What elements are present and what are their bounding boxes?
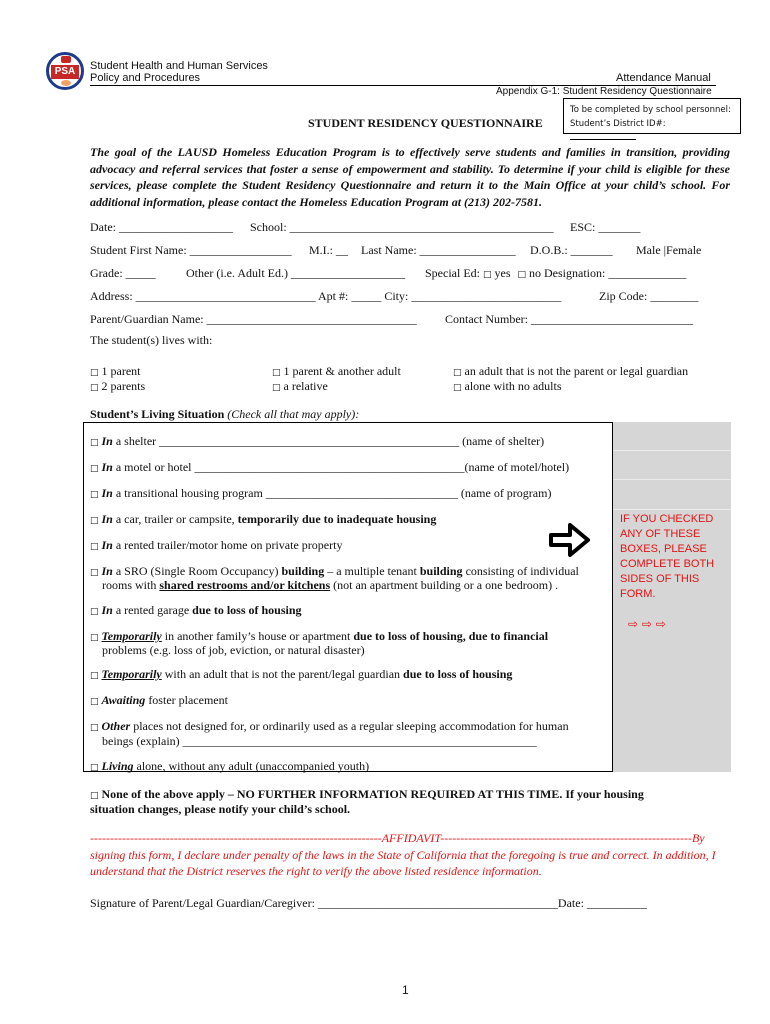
option-two-parents[interactable] [90, 379, 145, 394]
item-text: (not an apartment building or a one bedroom) . [330, 578, 559, 592]
option-label: 1 parent [101, 364, 141, 378]
mi-field[interactable]: M.I.: __ [309, 243, 348, 257]
gender-options[interactable]: Male |Female [636, 243, 702, 257]
logo-bottom-mark [61, 80, 71, 86]
option-label: 2 parents [101, 379, 146, 393]
item-temporarily-family-continued: problems (e.g. loss of job, eviction, or natural disaster) [102, 643, 365, 657]
situation-heading-text: Student’s Living Situation [90, 407, 225, 421]
item-text: in another family’s house or apartment [161, 629, 354, 643]
checkbox-icon[interactable]: □ [272, 383, 281, 393]
item-emphasis: shared restrooms and/or kitchens [159, 578, 331, 592]
first-name-field[interactable]: Student First Name: _________________ [90, 243, 292, 257]
checkbox-icon[interactable]: □ [90, 633, 99, 643]
panel-line [613, 479, 731, 480]
option-parent-and-adult[interactable] [272, 364, 401, 379]
checkbox-icon[interactable]: □ [90, 490, 99, 500]
checkbox-icon[interactable]: □ [90, 542, 99, 552]
no-label: no [529, 266, 542, 280]
option-label: alone with no adults [464, 379, 562, 393]
item-keyword: In [101, 538, 113, 552]
item-text: consisting of individual [462, 564, 579, 578]
checkbox-icon[interactable]: □ [453, 368, 462, 378]
yes-label: yes [494, 266, 511, 280]
checkbox-icon[interactable]: □ [90, 671, 99, 681]
option-one-parent[interactable] [90, 364, 141, 379]
item-text: a car, trailer or campsite, [112, 512, 238, 526]
panel-line [613, 450, 731, 451]
checkbox-icon[interactable]: □ [90, 464, 99, 474]
checkbox-icon[interactable]: □ [90, 723, 99, 733]
checkbox-icon[interactable]: □ [90, 763, 99, 773]
item-keyword: In [101, 512, 113, 526]
item-text: – a multiple tenant [324, 564, 420, 578]
callout-text: IF YOU CHECKED ANY OF THESE BOXES, PLEASE COMPLETE BOTH SIDES OF THIS FORM. [620, 513, 715, 600]
arrow-right-icon [548, 521, 592, 559]
item-keyword: Other [101, 719, 131, 733]
item-text: rooms with [102, 578, 160, 592]
special-ed-label: Special Ed: [425, 266, 480, 280]
item-note: (name of shelter) [459, 434, 545, 448]
item-text: a SRO (Single Room Occupancy) [112, 564, 282, 578]
item-sro-continued [102, 578, 558, 592]
grade-field[interactable]: Grade: _____ [90, 266, 156, 280]
item-text: a shelter __________________________________________________ [112, 434, 460, 448]
item-keyword: In [101, 486, 113, 500]
item-text: places not designed for, or ordinarily used as a regular sleeping accommodation for human [130, 719, 569, 733]
date-field[interactable]: Date: ___________________ [90, 220, 233, 234]
item-text: foster placement [145, 693, 228, 707]
esc-field[interactable]: ESC: _______ [570, 220, 641, 234]
item-text: alone, without any adult (unaccompanied youth) [133, 759, 370, 773]
designation-field[interactable]: Designation: _____________ [544, 266, 687, 280]
option-label: an adult that is not the parent or legal guardian [464, 364, 689, 378]
callout-arrows-icon: ⇨ ⇨ ⇨ [628, 617, 666, 631]
item-text: with an adult that is not the parent/legal guardian [161, 667, 404, 681]
item-trailer[interactable] [90, 538, 342, 554]
item-garage[interactable] [90, 603, 302, 619]
id-box-line-2 [570, 117, 734, 145]
district-id-label: Student’s District ID#: [570, 119, 666, 129]
manual-name: Attendance Manual [616, 72, 711, 84]
item-living-alone[interactable] [90, 759, 369, 775]
checkbox-icon[interactable]: □ [90, 697, 99, 707]
special-ed-field [425, 266, 686, 281]
item-keyword: In [101, 460, 113, 474]
option-label: 1 parent & another adult [283, 364, 401, 378]
appendix-label: Appendix G-1: Student Residency Questionnaire [496, 86, 712, 97]
address-field[interactable]: Address: ______________________________ Apt #: _____ City: _________________________ [90, 289, 562, 303]
none-apply-text: None of the above apply – NO FURTHER INFORMATION REQUIRED AT THIS TIME. If your housing [101, 787, 644, 801]
checkbox-icon[interactable]: □ [90, 368, 99, 378]
item-transitional[interactable] [90, 486, 551, 502]
goal-paragraph: The goal of the LAUSD Homeless Education Program is to effectively serve students and families in transition, providing advocacy and referral services that foster a sense of empowerment and stability. To determine if your child is eligible for these services, please complete the Student Residency Questionnaire and return it to the Main Office at your child’s school. For additional information, please contact the Homeless Education Program at (213) 202-7581. [90, 145, 730, 209]
checkbox-icon[interactable]: □ [272, 368, 281, 378]
school-personnel-box [563, 98, 741, 134]
dob-field[interactable]: D.O.B.: _______ [530, 243, 613, 257]
item-keyword: In [101, 603, 113, 617]
item-keyword: Awaiting [101, 693, 146, 707]
checkbox-icon[interactable]: □ [90, 607, 99, 617]
option-non-guardian-adult[interactable] [453, 364, 688, 379]
item-awaiting-foster[interactable] [90, 693, 228, 709]
option-alone[interactable] [453, 379, 562, 394]
psa-logo [46, 52, 84, 90]
item-car[interactable] [90, 512, 436, 528]
item-keyword: Living [101, 759, 134, 773]
checkbox-icon[interactable]: □ [453, 383, 462, 393]
item-text: a rented trailer/motor home on private property [112, 538, 343, 552]
affidavit-divider: -------------------------------------------------------------------------AFFIDAVIT---------------------------------------------------------------By [90, 831, 705, 845]
option-relative[interactable] [272, 379, 328, 394]
item-other[interactable] [90, 719, 569, 735]
item-emphasis: due to loss of housing [403, 667, 513, 681]
zip-field[interactable]: Zip Code: ________ [599, 289, 699, 303]
item-emphasis: temporarily due to inadequate housing [237, 512, 437, 526]
contact-field[interactable]: Contact Number: ___________________________ [445, 312, 693, 326]
id-box-line-1: To be completed by school personnel: [570, 105, 731, 115]
item-shelter[interactable] [90, 434, 544, 450]
org-line-1: Student Health and Human Services [90, 60, 268, 72]
item-other-explain[interactable]: beings (explain) ___________________________________________________________ [102, 734, 537, 748]
last-name-field[interactable]: Last Name: ________________ [361, 243, 516, 257]
item-temporarily-adult[interactable] [90, 667, 512, 683]
district-id-blank[interactable] [570, 139, 636, 140]
none-apply-option[interactable] [90, 787, 644, 802]
org-line-2: Policy and Procedures [90, 72, 201, 84]
item-text: a transitional housing program ________________________________ (name of program) [112, 486, 552, 500]
item-emphasis: due to loss of housing, due to financial [353, 629, 549, 643]
school-field[interactable]: School: ____________________________________________ [250, 220, 554, 234]
page-title: STUDENT RESIDENCY QUESTIONNAIRE [308, 116, 543, 130]
item-emphasis: building [419, 564, 463, 578]
checkbox-icon[interactable]: □ [90, 438, 99, 448]
item-keyword: In [101, 564, 113, 578]
option-label: a relative [283, 379, 328, 393]
item-emphasis: due to loss of housing [192, 603, 302, 617]
item-keyword: In [101, 434, 113, 448]
affidavit-text: signing this form, I declare under penalty of the laws in the State of California that the foregoing is true and correct. In addition, I understand that the District reserves the right to verify the above listed residence information. [90, 848, 716, 878]
checkbox-icon[interactable]: □ [90, 516, 99, 526]
logo-text: PSA [54, 66, 76, 77]
item-text: a rented garage [112, 603, 193, 617]
checkbox-icon[interactable]: □ [90, 791, 99, 801]
lives-with-label: The student(s) lives with: [90, 333, 213, 347]
logo-top-mark [61, 56, 71, 63]
item-keyword: Temporarily [101, 667, 162, 681]
no-checkbox-icon[interactable]: □ [517, 270, 527, 280]
none-apply-note: situation changes, please notify your child’s school. [90, 802, 351, 816]
item-emphasis: building [281, 564, 325, 578]
situation-heading [90, 407, 359, 422]
item-motel[interactable] [90, 460, 569, 476]
item-text: a motel or hotel _____________________________________________(name of motel/hotel) [112, 460, 570, 474]
checkbox-icon[interactable]: □ [90, 383, 99, 393]
situation-heading-note: (Check all that may apply): [227, 407, 360, 421]
other-grade-field[interactable]: Other (i.e. Adult Ed.) ___________________ [186, 266, 405, 280]
guardian-field[interactable]: Parent/Guardian Name: ___________________________________ [90, 312, 417, 326]
signature-field[interactable]: Signature of Parent/Legal Guardian/Caregiver: ________________________________________Date: __________ [90, 896, 647, 910]
yes-checkbox-icon[interactable]: □ [482, 270, 492, 280]
checkbox-icon[interactable]: □ [90, 568, 99, 578]
item-keyword: Temporarily [101, 629, 162, 643]
panel-line [613, 509, 731, 510]
page-number: 1 [402, 983, 409, 997]
